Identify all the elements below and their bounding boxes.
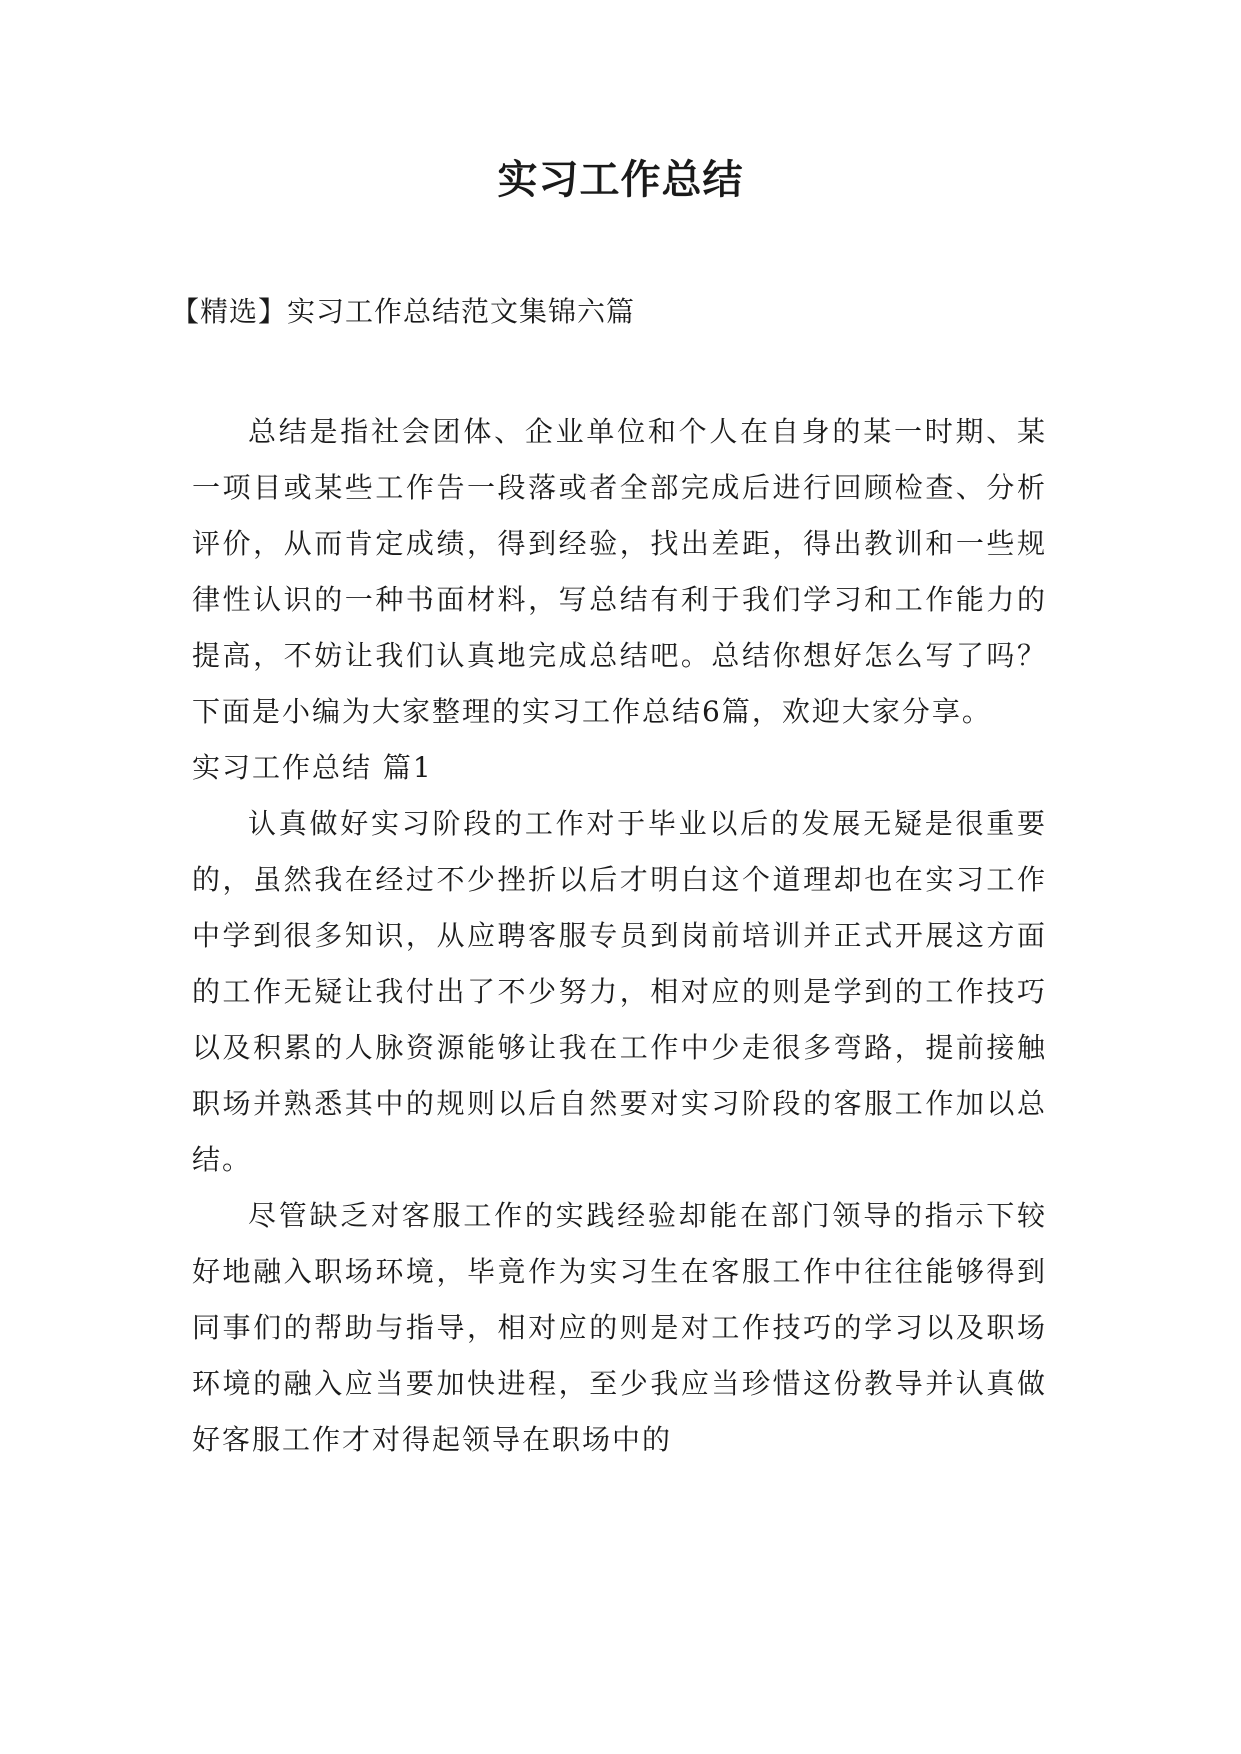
document-subtitle: 【精选】实习工作总结范文集锦六篇	[171, 295, 636, 328]
body-paragraph: 认真做好实习阶段的工作对于毕业以后的发展无疑是很重要的，虽然我在经过不少挫折以后才明白这个道理却也在实习工作中学到很多知识，从应聘客服专员到岗前培训并正式开展这方面的工作无疑让我付出了不少努力，相对应的则是学到的工作技巧以及积累的人脉资源能够让我在工作中少走很多弯路，提前接触职场并熟悉其中的规则以后自然要对实习阶段的客服工作加以总结。	[192, 807, 1047, 1176]
document-title: 实习工作总结	[497, 157, 744, 203]
intro-paragraph: 总结是指社会团体、企业单位和个人在自身的某一时期、某一项目或某些工作告一段落或者全部完成后进行回顾检查、分析评价，从而肯定成绩，得到经验，找出差距，得出教训和一些规律性认识的一种书面材料，写总结有利于我们学习和工作能力的提高，不妨让我们认真地完成总结吧。总结你想好怎么写了吗？下面是小编为大家整理的实习工作总结6篇，欢迎大家分享。	[192, 415, 1047, 728]
document-body	[192, 404, 1047, 1468]
section-heading: 实习工作总结 篇1	[192, 751, 433, 784]
body-paragraph: 尽管缺乏对客服工作的实践经验却能在部门领导的指示下较好地融入职场环境，毕竟作为实习生在客服工作中往往能够得到同事们的帮助与指导，相对应的则是对工作技巧的学习以及职场环境的融入应当要加快进程，至少我应当珍惜这份教导并认真做好客服工作才对得起领导在职场中的	[192, 1199, 1047, 1456]
